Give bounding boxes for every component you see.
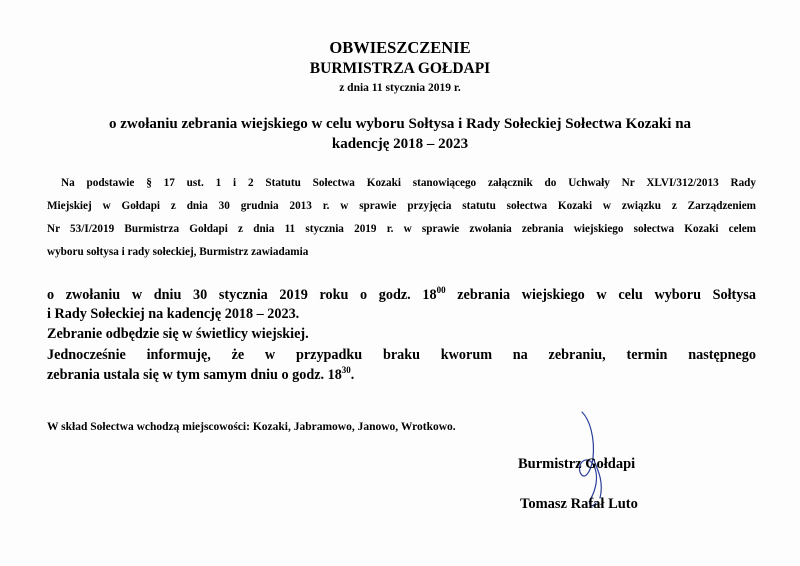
villages-list: W skład Sołectwa wchodzą miejscowości: Kozaki, Jabramowo, Janowo, Wrotkowo. bbox=[47, 421, 456, 433]
notice-line-4: Jednocześnie informuję, że w przypadku braku kworum na zebraniu, termin następnego bbox=[47, 347, 756, 363]
notice-line-1-start: o zwołaniu w dniu 30 stycznia 2019 roku o godz. 18 bbox=[47, 287, 437, 303]
issuer-heading: BURMISTRZA GOŁDAPI bbox=[309, 60, 491, 77]
legal-basis-line-3: Nr 53/I/2019 Burmistrza Gołdapi z dnia 11 stycznia 2019 r. w sprawie zwołania zebrania wiejskiego sołectwa Kozaki celem bbox=[47, 223, 756, 235]
signatory-role: Burmistrz Gołdapi bbox=[518, 456, 636, 472]
notice-line-5-start: zebrania ustala się w tym samym dniu o godz. 18 bbox=[47, 367, 342, 383]
meeting-time-superscript: 00 bbox=[436, 285, 446, 295]
notice-line-1 bbox=[47, 287, 756, 304]
subject-line-2: kadencję 2018 – 2023 bbox=[331, 136, 469, 152]
issue-date: z dnia 11 stycznia 2019 r. bbox=[339, 82, 461, 94]
legal-basis-line-4: wyboru sołtysa i rady sołeckiej, Burmistrz zawiadamia bbox=[47, 246, 309, 258]
notice-line-5-end: . bbox=[350, 367, 355, 383]
notice-line-5 bbox=[47, 367, 354, 384]
legal-basis-line-2: Miejskiej w Gołdapi z dnia 30 grudnia 2013 r. w sprawie przyjęcia statutu sołectwa Kozaki w związku z Zarządzeniem bbox=[47, 200, 756, 212]
legal-basis-line-1: Na podstawie § 17 ust. 1 i 2 Statutu Sołectwa Kozaki stanowiącego załącznik do Uchwały Nr XLVI/312/2013 Rady bbox=[61, 177, 756, 189]
backup-time-superscript: 30 bbox=[341, 365, 351, 375]
document-title: OBWIESZCZENIE bbox=[329, 38, 471, 57]
notice-location: Zebranie odbędzie się w świetlicy wiejskiej. bbox=[47, 326, 309, 342]
notice-line-2: i Rady Sołeckiej na kadencję 2018 – 2023. bbox=[47, 306, 300, 322]
signatory-name: Tomasz Rafał Luto bbox=[520, 496, 638, 512]
subject-line-1: o zwołaniu zebrania wiejskiego w celu wyboru Sołtysa i Rady Sołeckiej Sołectwa Kozaki na bbox=[108, 116, 692, 132]
notice-line-1-end: zebrania wiejskiego w celu wyboru Sołtysa bbox=[445, 287, 756, 303]
